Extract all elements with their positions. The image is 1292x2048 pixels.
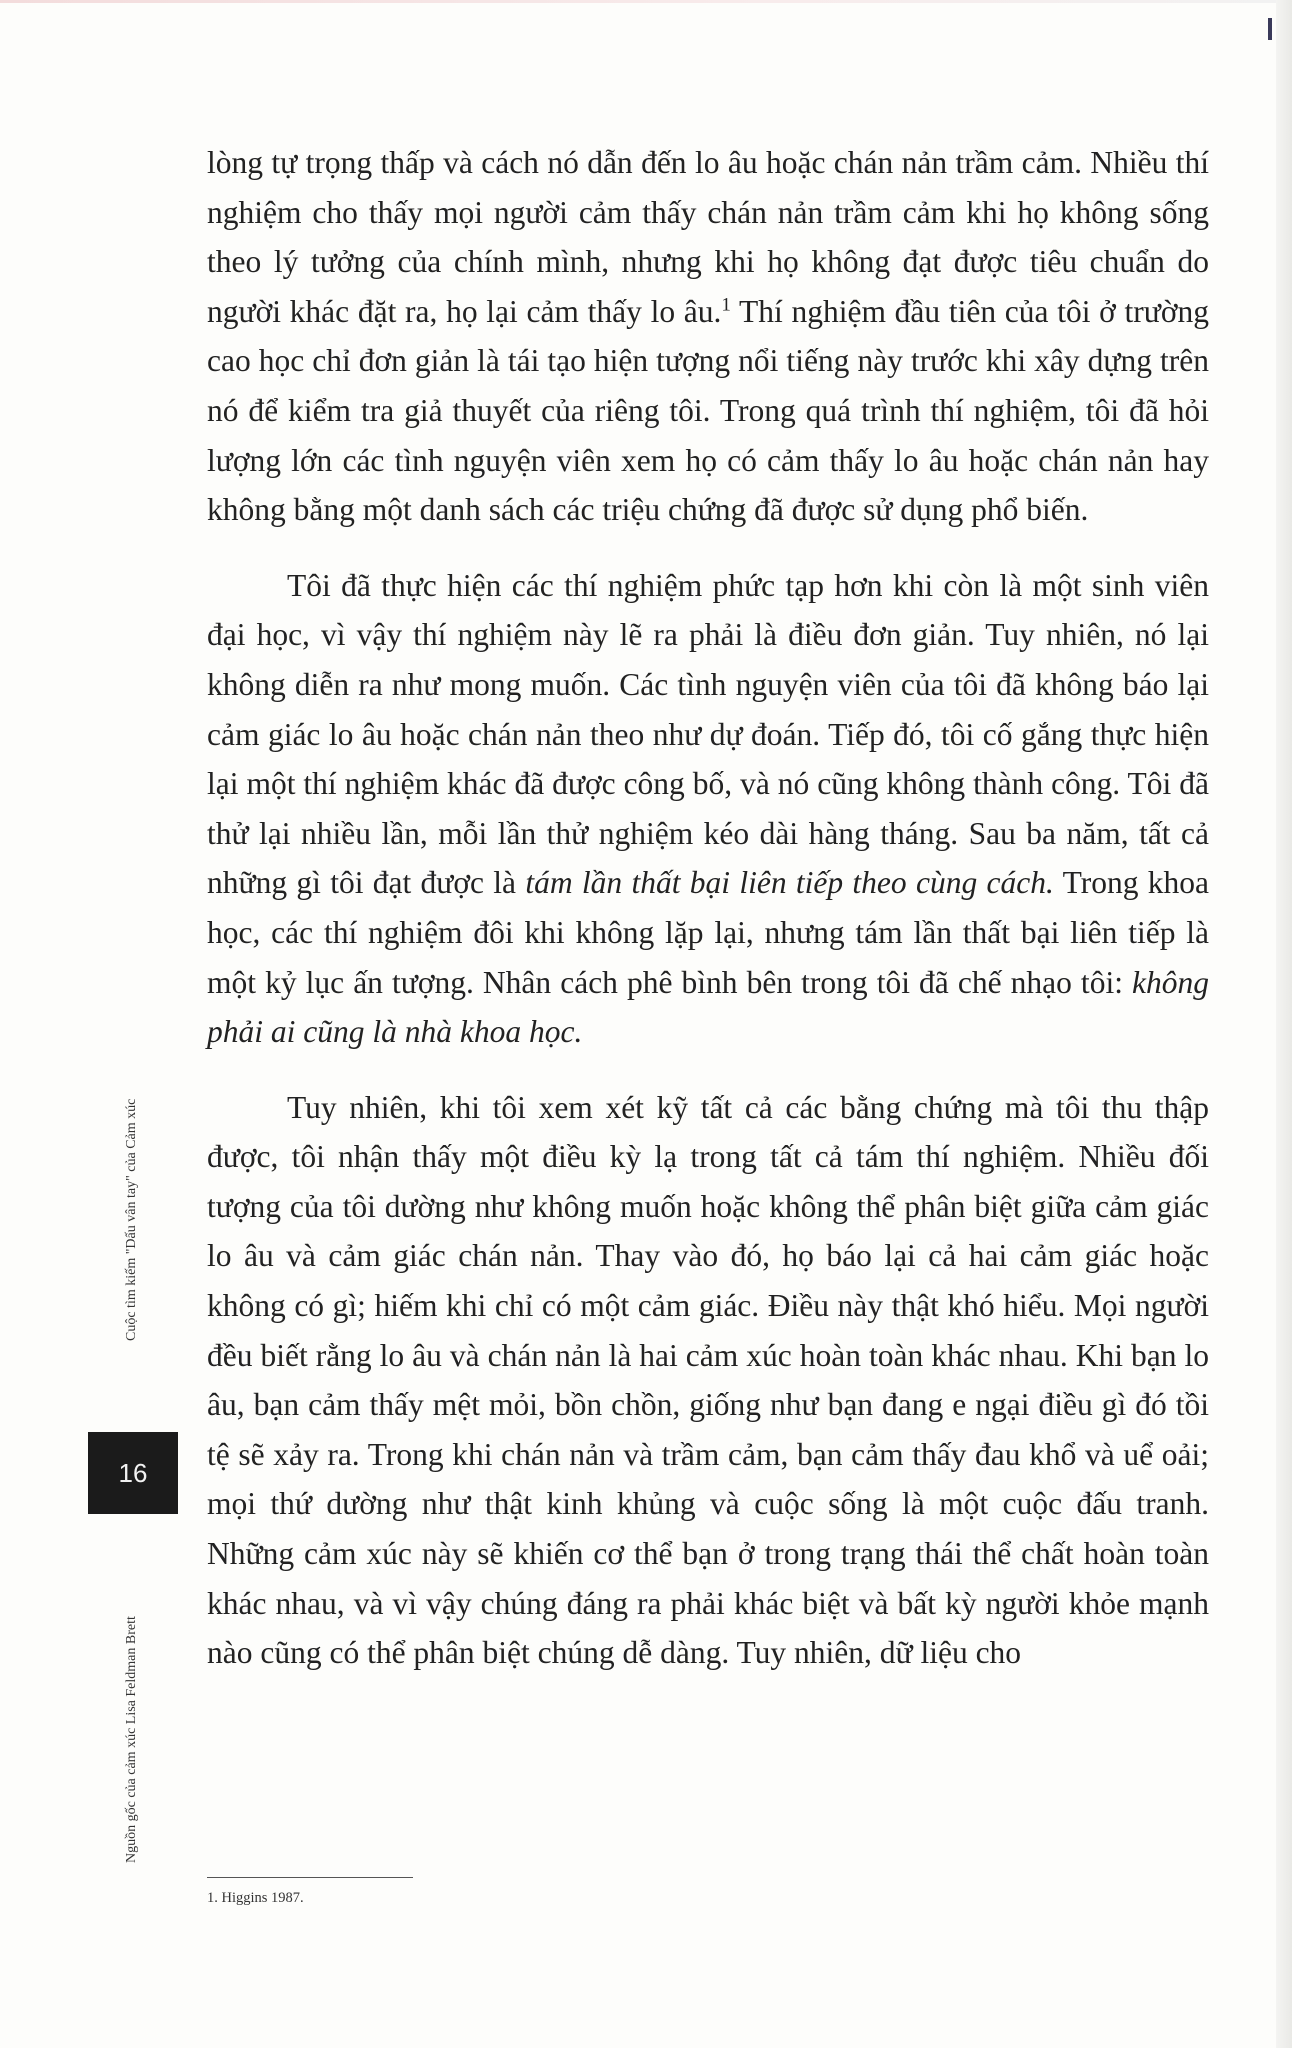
footnote-1: 1. Higgins 1987. bbox=[207, 1890, 304, 1906]
paragraph-1 bbox=[207, 138, 1209, 535]
running-head-book: Nguồn gốc của cảm xúc Lisa Feldman Brett bbox=[124, 1616, 139, 1864]
paragraph-2 bbox=[207, 561, 1209, 1057]
paragraph-3 bbox=[207, 1083, 1209, 1678]
paragraph-1-text-cont: Thí nghiệm đầu tiên của tôi ở trường cao học chỉ đơn giản là tái tạo hiện tượng nổi tiếng này trước khi xây dựng trên nó để kiểm tra giả thuyết của riêng tôi. Trong quá trình thí nghiệm, tôi đã hỏi lượng lớn các tình nguyện viên xem họ có cảm thấy lo âu hoặc chán nản hay không bằng một danh sách các triệu chứng đã được sử dụng phổ biến. bbox=[207, 293, 1209, 528]
paragraph-2-emphasis-end: không phải ai cũng là nhà khoa học. bbox=[207, 964, 1209, 1050]
footnote-ref-1[interactable]: 1 bbox=[721, 294, 731, 316]
paragraph-3-text: Tuy nhiên, khi tôi xem xét kỹ tất cả các bằng chứng mà tôi thu thập được, tôi nhận thấy một điều kỳ lạ trong tất cả tám thí nghiệm. Nhiều đối tượng của tôi dường như không muốn hoặc không thể phân biệt giữa cảm giác lo âu và cảm giác chán nản. Thay vào đó, họ báo lại cả hai cảm giác hoặc không có gì; hiếm khi chỉ có một cảm giác. Điều này thật khó hiểu. Mọi người đều biết rằng lo âu và chán nản là hai cảm xúc hoàn toàn khác nhau. Khi bạn lo âu, bạn cảm thấy mệt mỏi, bồn chồn, giống như bạn đang e ngại điều gì đó tồi tệ sẽ xảy ra. Trong khi chán nản và trầm cảm, bạn cảm thấy đau khổ và uể oải; mọi thứ dường như thật kinh khủng và cuộc sống là một cuộc đấu tranh. Những cảm xúc này sẽ khiến cơ thể bạn ở trong trạng thái thể chất hoàn toàn khác nhau, và vì vậy chúng đáng ra phải khác biệt và bất kỳ người khỏe mạnh nào cũng có thể phân biệt chúng dễ dàng. Tuy nhiên, dữ liệu cho bbox=[207, 1089, 1209, 1671]
paragraph-2-text-cont: Trong khoa học, các thí nghiệm đôi khi không lặp lại, nhưng tám lần thất bại liên tiếp là một kỷ lục ấn tượng. Nhân cách phê bình bên trong tôi đã chế nhạo tôi: bbox=[207, 865, 1209, 1000]
page-edge-shadow bbox=[1276, 0, 1292, 2048]
footnote-divider bbox=[207, 1877, 413, 1878]
corner-mark bbox=[1268, 18, 1272, 40]
running-head-chapter: Cuộc tìm kiếm "Dấu vân tay" của Cảm xúc bbox=[124, 1098, 139, 1342]
page-number: 16 bbox=[88, 1432, 178, 1514]
body-text bbox=[207, 138, 1209, 1704]
paragraph-2-emphasis: tám lần thất bại liên tiếp theo cùng cách. bbox=[525, 865, 1054, 901]
paragraph-2-text: Tôi đã thực hiện các thí nghiệm phức tạp hơn khi còn là một sinh viên đại học, vì vậy thí nghiệm này lẽ ra phải là điều đơn giản. Tuy nhiên, nó lại không diễn ra như mong muốn. Các tình nguyện viên của tôi đã không báo lại cảm giác lo âu hoặc chán nản theo như dự đoán. Tiếp đó, tôi cố gắng thực hiện lại một thí nghiệm khác đã được công bố, và nó cũng không thành công. Tôi đã thử lại nhiều lần, mỗi lần thử nghiệm kéo dài hàng tháng. Sau ba năm, tất cả những gì tôi đạt được là bbox=[207, 567, 1209, 901]
paragraph-1-text: lòng tự trọng thấp và cách nó dẫn đến lo âu hoặc chán nản trầm cảm. Nhiều thí nghiệm cho thấy mọi người cảm thấy chán nản trầm cảm khi họ không sống theo lý tưởng của chính mình, nhưng khi họ không đạt được tiêu chuẩn do người khác đặt ra, họ lại cảm thấy lo âu. bbox=[207, 145, 1209, 329]
page-top-edge bbox=[0, 0, 1292, 3]
